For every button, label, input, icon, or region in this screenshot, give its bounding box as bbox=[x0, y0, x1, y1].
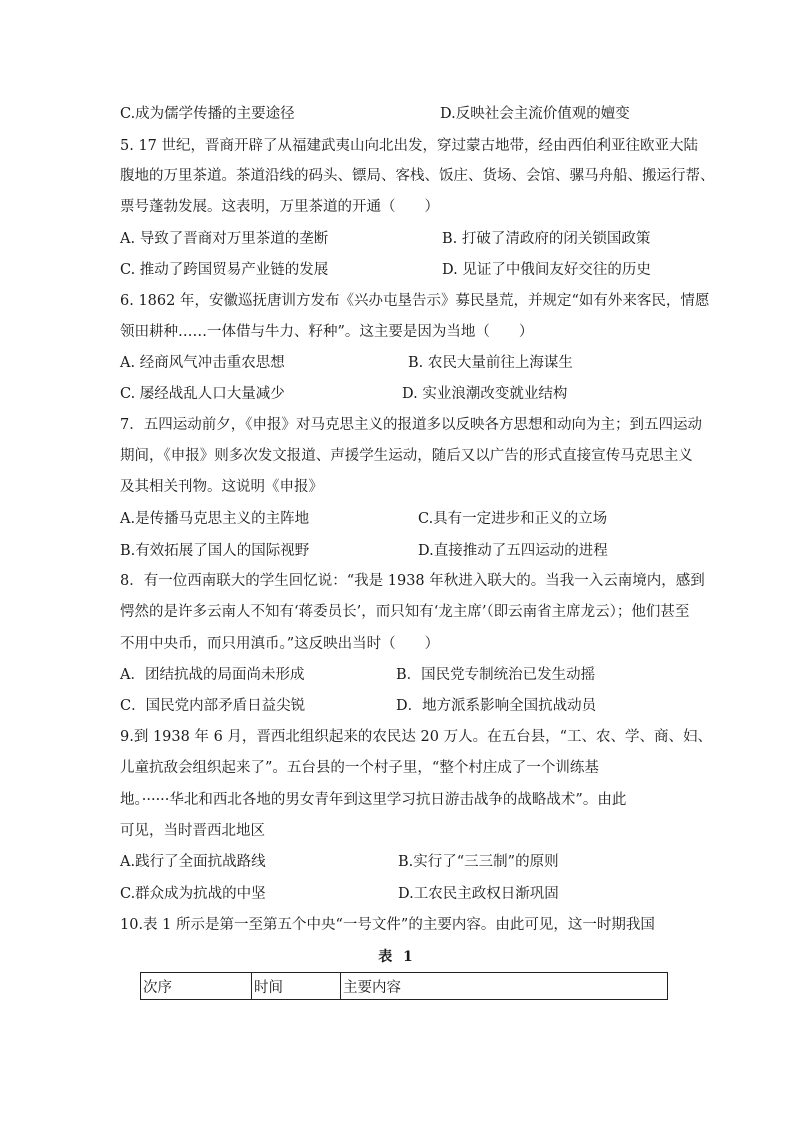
q5-options-cd bbox=[120, 260, 680, 282]
q5-option-b: B. 打破了清政府的闭关锁国政策 bbox=[442, 231, 651, 247]
q6-stem-line-1: 6. 1862 年，安徽巡抚唐训方发布《兴办屯垦告示》募民垦荒，并规定“如有外来客民，情愿 bbox=[120, 293, 710, 309]
q6-option-a: A. 经商风气冲击重农思想 bbox=[120, 355, 285, 371]
table-caption: 表 1 bbox=[378, 949, 416, 965]
table-1 bbox=[140, 972, 668, 1000]
q8-stem-line-2: 愕然的是许多云南人不知有‘蒋委员长’，而只知有‘龙主席’（即云南省主席龙云）；他们甚至 bbox=[120, 604, 690, 620]
q8-options-cd bbox=[120, 696, 680, 718]
q4-option-c: C.成为儒学传播的主要途径 bbox=[120, 106, 295, 122]
table-header-cell: 时间 bbox=[252, 973, 341, 1000]
q8-stem-line-3: 不用中央币，而只用滇币。”这反映出当时（ ） bbox=[120, 636, 440, 652]
q6-option-d: D. 实业浪潮改变就业结构 bbox=[402, 386, 568, 402]
q9-option-b: B.实行了“三三制”的原则 bbox=[398, 854, 559, 870]
q9-option-d: D.工农民主政权日渐巩固 bbox=[398, 886, 559, 902]
q10-stem-line-1: 10.表 1 所示是第一至第五个中央“一号文件”的主要内容。由此可见，这一时期我国 bbox=[120, 917, 655, 933]
q7-stem-line-3: 及其相关刊物。这说明《申报》 bbox=[120, 479, 323, 495]
q8-stem-line-1: 8．有一位西南联大的学生回忆说：“我是 1938 年秋进入联大的。当我一入云南境内，感到 bbox=[120, 573, 705, 589]
q7-stem-line-2: 期间，《申报》则多次发文报道、声援学生运动，随后又以广告的形式直接宣传马克思主义 bbox=[120, 448, 693, 464]
q6-option-b: B. 农民大量前往上海谋生 bbox=[408, 355, 573, 371]
q7-option-d: D.直接推动了五四运动的进程 bbox=[418, 543, 608, 559]
q9-stem-line-2: 儿童抗敌会组织起来了”。五台县的一个村子里，“整个村庄成了一个训练基 bbox=[120, 760, 599, 776]
q7-options-bd bbox=[120, 541, 680, 563]
q9-option-a: A.践行了全面抗战路线 bbox=[120, 854, 266, 870]
q7-options-ac bbox=[120, 509, 680, 531]
q5-option-d: D. 见证了中俄间友好交往的历史 bbox=[442, 262, 651, 278]
table-header-row bbox=[141, 973, 668, 1000]
q6-option-c: C. 屡经战乱人口大量减少 bbox=[120, 386, 285, 402]
q5-option-a: A. 导致了晋商对万里茶道的垄断 bbox=[120, 231, 329, 247]
q9-options-cd bbox=[120, 884, 680, 906]
q4-option-d: D.反映社会主流价值观的嬗变 bbox=[440, 106, 630, 122]
q8-option-a: A．团结抗战的局面尚未形成 bbox=[120, 667, 305, 683]
q8-option-d: D．地方派系影响全国抗战动员 bbox=[396, 698, 597, 714]
q6-options-cd bbox=[120, 384, 680, 406]
q9-stem-line-1: 9.到 1938 年 6 月，晋西北组织起来的农民达 20 万人。在五台县，“工、农、学、商、妇、 bbox=[120, 729, 712, 745]
q7-stem-line-1: 7．五四运动前夕，《申报》对马克思主义的报道多以反映各方思想和动向为主；到五四运动 bbox=[120, 417, 702, 433]
table-header-cell: 主要内容 bbox=[341, 973, 668, 1000]
q9-options-ab bbox=[120, 852, 680, 874]
q5-stem-line-3: 票号蓬勃发展。这表明，万里茶道的开通（ ） bbox=[120, 199, 439, 215]
q9-stem-line-4: 可见，当时晋西北地区 bbox=[120, 823, 265, 839]
q7-option-b: B.有效拓展了国人的国际视野 bbox=[120, 543, 310, 559]
q8-option-b: B．国民党专制统治已发生动摇 bbox=[396, 667, 596, 683]
q5-option-c: C. 推动了跨国贸易产业链的发展 bbox=[120, 262, 329, 278]
q4-options-cd bbox=[120, 104, 680, 126]
q5-stem-line-2: 腹地的万里茶道。茶道沿线的码头、镖局、客栈、饭庄、货场、会馆、骡马舟船、搬运行帮、 bbox=[120, 168, 715, 184]
q6-stem-line-2: 领田耕种……一体借与牛力、籽种”。这主要是因为当地（ ） bbox=[120, 324, 534, 340]
q9-stem-line-3: 地。······华北和西北各地的男女青年到这里学习抗日游击战争的战略战术”。由此 bbox=[120, 792, 627, 808]
table-header-cell: 次序 bbox=[141, 973, 252, 1000]
q5-options-ab bbox=[120, 229, 680, 251]
q7-option-a: A.是传播马克思主义的主阵地 bbox=[120, 511, 310, 527]
q8-option-c: C．国民党内部矛盾日益尖锐 bbox=[120, 698, 306, 714]
q6-options-ab bbox=[120, 353, 680, 375]
q9-option-c: C.群众成为抗战的中坚 bbox=[120, 886, 266, 902]
q7-option-c: C.具有一定进步和正义的立场 bbox=[418, 511, 608, 527]
q5-stem-line-1: 5. 17 世纪，晋商开辟了从福建武夷山向北出发，穿过蒙古地带，经由西伯利亚往欧亚大陆 bbox=[120, 138, 698, 154]
q8-options-ab bbox=[120, 665, 680, 687]
